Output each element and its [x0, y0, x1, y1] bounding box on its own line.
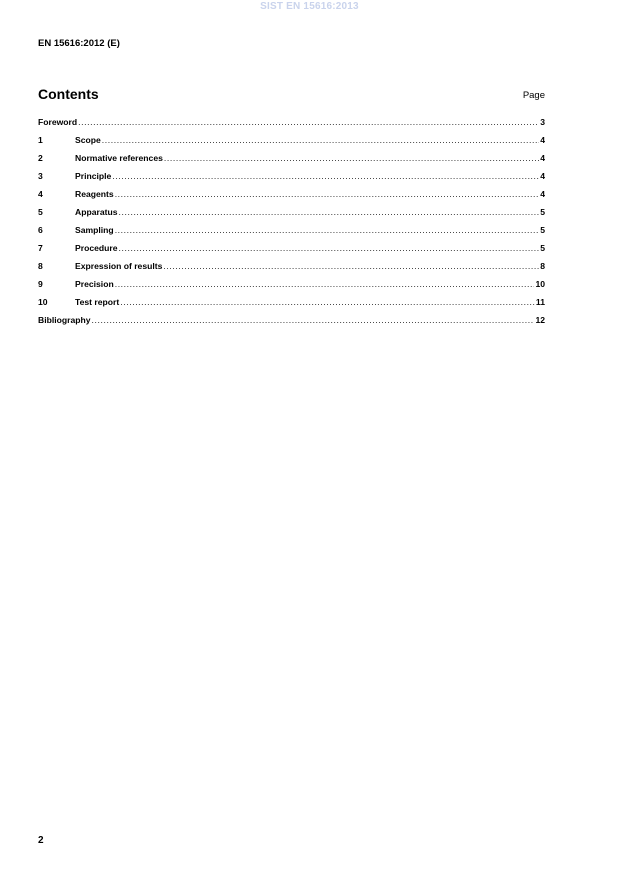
toc-entry-title: Reagents: [75, 189, 114, 199]
toc-leader-dots: [115, 225, 540, 235]
toc-leader-dots: [115, 189, 540, 199]
toc-entry-number: 10: [38, 297, 48, 307]
page-number: 2: [38, 835, 44, 846]
toc-entry-number: 5: [38, 207, 43, 217]
toc-entry-page: 8: [540, 261, 545, 271]
toc-leader-dots: [115, 279, 535, 289]
toc-entry-title: Apparatus: [75, 207, 118, 217]
toc-entry-number: 1: [38, 135, 43, 145]
table-of-contents: [38, 117, 545, 333]
toc-entry-reagents[interactable]: [38, 189, 545, 207]
toc-entry-title: Normative references: [75, 153, 163, 163]
toc-leader-dots: [120, 297, 535, 307]
toc-leader-dots: [92, 315, 535, 325]
toc-entry-title: Expression of results: [75, 261, 163, 271]
toc-entry-page: 4: [540, 171, 545, 181]
toc-entry-number: 9: [38, 279, 43, 289]
toc-leader-dots: [119, 207, 540, 217]
toc-leader-dots: [102, 135, 539, 145]
toc-entry-expression-of-results[interactable]: [38, 261, 545, 279]
toc-entry-procedure[interactable]: [38, 243, 545, 261]
toc-leader-dots: [119, 243, 540, 253]
toc-entry-title: Procedure: [75, 243, 118, 253]
toc-entry-number: 2: [38, 153, 43, 163]
toc-entry-title: Principle: [75, 171, 112, 181]
toc-entry-page: 3: [540, 117, 545, 127]
toc-entry-number: 6: [38, 225, 43, 235]
toc-entry-title: Foreword: [38, 117, 78, 127]
toc-entry-apparatus[interactable]: [38, 207, 545, 225]
toc-entry-page: 5: [540, 207, 545, 217]
toc-entry-page: 5: [540, 243, 545, 253]
toc-entry-title: Test report: [75, 297, 120, 307]
document-id-header: EN 15616:2012 (E): [38, 38, 120, 49]
toc-entry-page: 5: [540, 225, 545, 235]
toc-entry-precision[interactable]: [38, 279, 545, 297]
toc-entry-page: 4: [540, 135, 545, 145]
toc-entry-page: 4: [540, 153, 545, 163]
toc-entry-number: 3: [38, 171, 43, 181]
toc-entry-page: 10: [535, 279, 545, 289]
toc-entry-page: 11: [535, 297, 545, 307]
page-column-label: Page: [522, 90, 545, 101]
toc-entry-title: Bibliography: [38, 315, 91, 325]
toc-leader-dots: [164, 153, 539, 163]
toc-leader-dots: [112, 171, 539, 181]
toc-entry-title: Precision: [75, 279, 114, 289]
toc-entry-number: 4: [38, 189, 43, 199]
contents-heading: Contents: [38, 86, 99, 102]
watermark-text: SIST EN 15616:2013: [260, 1, 359, 12]
toc-entry-page: 4: [540, 189, 545, 199]
toc-entry-number: 8: [38, 261, 43, 271]
toc-entry-title: Scope: [75, 135, 101, 145]
toc-entry-title: Sampling: [75, 225, 114, 235]
toc-entry-bibliography[interactable]: [38, 315, 545, 333]
toc-entry-foreword[interactable]: [38, 117, 545, 135]
toc-entry-number: 7: [38, 243, 43, 253]
toc-entry-scope[interactable]: [38, 135, 545, 153]
toc-entry-principle[interactable]: [38, 171, 545, 189]
toc-leader-dots: [78, 117, 539, 127]
toc-leader-dots: [163, 261, 539, 271]
toc-entry-sampling[interactable]: [38, 225, 545, 243]
toc-entry-normative-references[interactable]: [38, 153, 545, 171]
toc-entry-page: 12: [535, 315, 545, 325]
toc-entry-test-report[interactable]: [38, 297, 545, 315]
